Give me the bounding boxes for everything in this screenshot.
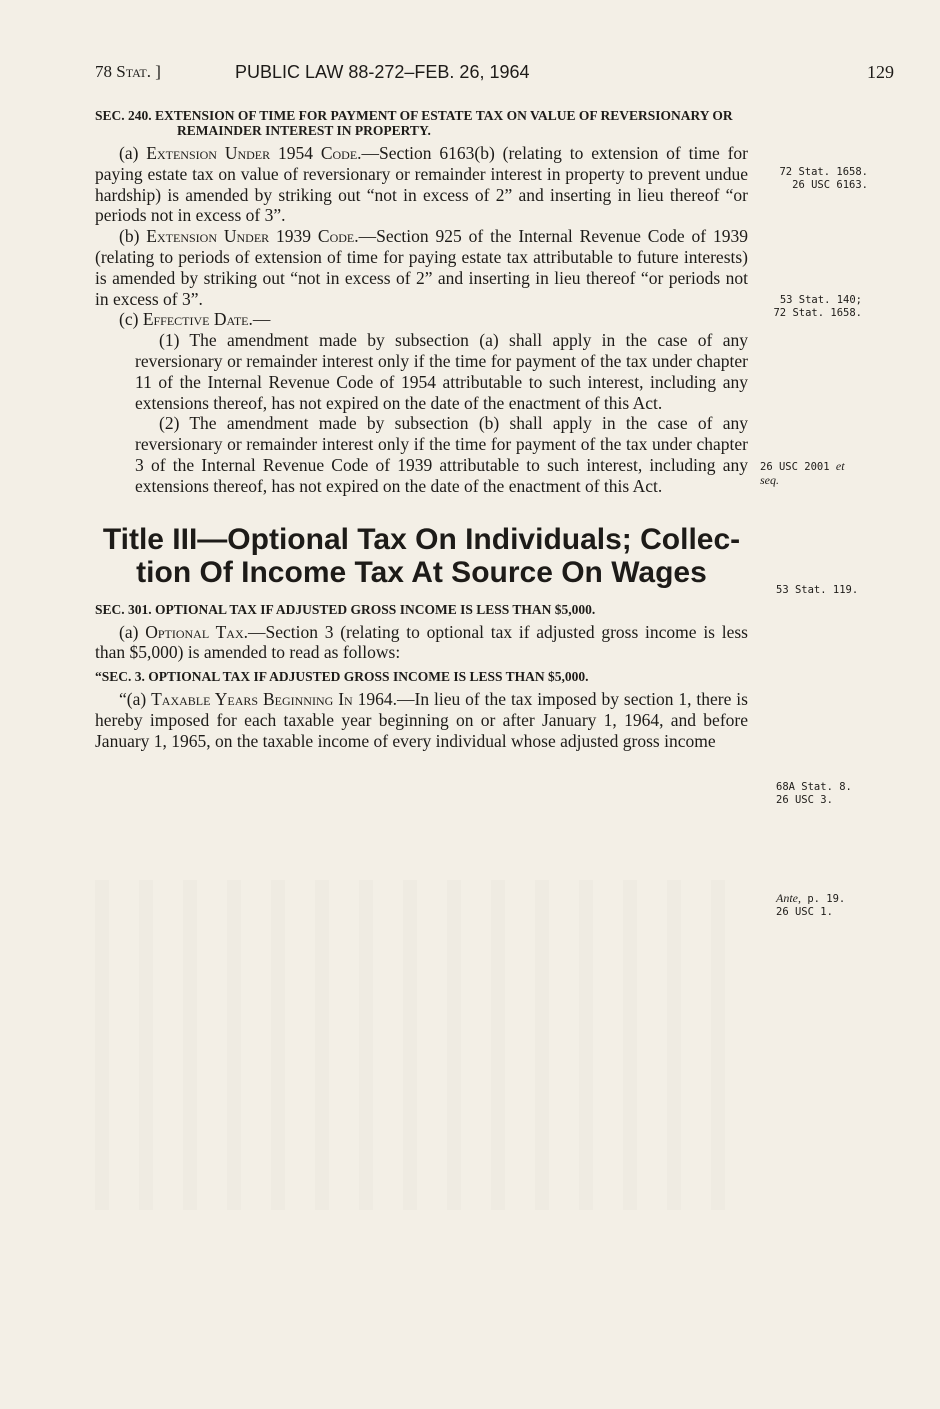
subsection-c-label: (c) <box>119 309 143 330</box>
margin-note-6-line-1 <box>776 892 876 906</box>
margin-note-4-line-1: 53 Stat. 119. <box>776 584 859 596</box>
subsection-b-caption: Extension Under 1939 Code. <box>146 226 359 247</box>
subsection-a-text: —Section 6163(b) (relating to extension of time for paying estate tax on value of reversionary or remainder interest in property to prevent undue hardship) is amended by striking out “not in excess of 2” and inserting in lieu thereof “or periods not in excess of 3”. <box>95 143 748 226</box>
subsection-c-paragraph-2: (2) The amendment made by subsection (b) shall apply in the case of any reversionary or remainder interest only if the time for payment of the tax under chapter 3 of the Internal Revenue Code of 1939 attributable to such interest, including any extensions thereof, has not expired on the date of the enactment of this Act. <box>135 413 748 496</box>
subsection-c-caption: Effective Date. <box>142 309 253 330</box>
margin-note-3-seq: seq. <box>760 473 779 487</box>
main-text-column <box>95 108 748 752</box>
margin-note-4 <box>776 584 876 597</box>
stat-volume: 78 Stat. ] <box>95 62 161 81</box>
margin-note-3-line-1 <box>760 460 890 474</box>
margin-note-6-ante: Ante, <box>776 891 801 905</box>
quoted-subsection-a <box>95 689 748 751</box>
margin-note-3-line-2 <box>760 474 890 488</box>
subsection-a-label: (a) <box>119 143 147 163</box>
sec-240-subsection-b <box>95 226 748 309</box>
margin-note-1 <box>760 166 868 192</box>
subsection-c-paragraph-1: (1) The amendment made by subsection (a) shall apply in the case of any reversionary or remainder interest only if the time for payment of the tax under chapter 11 of the Internal Revenue Code of 1954 attributable to such interest, including any extensions thereof, has not expired on the date of the enactment of this Act. <box>135 330 748 413</box>
subsection-c-dash: — <box>252 309 271 330</box>
sec-240-subsection-a <box>95 143 748 226</box>
subsection-b-text: —Section 925 of the Internal Revenue Code of 1939 (relating to periods of extension of time for paying estate tax attributable to future interests) is amended by striking out “not in excess of 2” and inserting in lieu thereof “or periods not in excess of 3”. <box>95 226 749 309</box>
sec-301-heading: SEC. 301. OPTIONAL TAX IF ADJUSTED GROSS INCOME IS LESS THAN $5,000. <box>95 601 596 617</box>
margin-note-2 <box>756 294 862 320</box>
page-number: 129 <box>867 62 894 82</box>
subsection-b-label: (b) <box>119 226 147 247</box>
margin-note-1-line-2: 26 USC 6163. <box>792 179 868 191</box>
bleed-through-table-ghost <box>95 880 745 1210</box>
subsection-a-caption: Extension Under 1954 Code. <box>146 143 362 163</box>
quoted-a-label: “(a) <box>119 689 152 710</box>
title-iii-heading <box>95 523 748 589</box>
margin-note-2-line-1: 53 Stat. 140; <box>779 294 862 306</box>
margin-note-6-line-2: 26 USC 1. <box>776 906 833 918</box>
public-law-citation: PUBLIC LAW 88-272–FEB. 26, 1964 <box>235 62 530 82</box>
margin-note-5 <box>776 781 876 807</box>
quoted-a-text: —In lieu of the tax imposed by section 1, there is hereby imposed for each taxable year beginning on or after January 1, 1964, and before January 1, 1965, on the taxable income of every individual whose adjusted gross income <box>95 689 748 751</box>
margin-note-6-page: p. 19. <box>801 893 846 905</box>
title-iii-line-1: Title III—Optional Tax On Individuals; Collec- <box>102 522 741 556</box>
quoted-a-caption: Taxable Years Beginning In 1964. <box>151 689 397 710</box>
sec-240-heading: SEC. 240. EXTENSION OF TIME FOR PAYMENT OF ESTATE TAX ON VALUE OF REVERSIONARY OR REMAINDER INTEREST IN PROPERTY. <box>95 108 733 138</box>
sec-240-subsection-c <box>95 309 748 330</box>
sec-301-a-label: (a) <box>119 621 146 642</box>
sec-301-subsection-a <box>95 622 748 664</box>
margin-note-3-et: et <box>835 459 845 473</box>
sec-301-a-text: —Section 3 (relating to optional tax if adjusted gross income is less than $5,000) is amended to read as follows: <box>95 621 748 663</box>
running-header <box>95 62 900 86</box>
margin-note-5-line-2: 26 USC 3. <box>776 794 833 806</box>
margin-note-5-line-1: 68A Stat. 8. <box>776 781 852 793</box>
margin-note-3-cite: 26 USC 2001 <box>760 461 830 473</box>
sec-301-a-caption: Optional Tax. <box>145 621 248 642</box>
margin-note-6 <box>776 892 876 919</box>
margin-note-3 <box>760 460 890 488</box>
title-iii-line-2: tion Of Income Tax At Source On Wages <box>136 555 707 589</box>
quoted-sec-3-heading: “SEC. 3. OPTIONAL TAX IF ADJUSTED GROSS INCOME IS LESS THAN $5,000. <box>95 669 589 685</box>
margin-note-2-line-2: 72 Stat. 1658. <box>773 307 862 319</box>
margin-note-1-line-1: 72 Stat. 1658. <box>779 166 868 178</box>
